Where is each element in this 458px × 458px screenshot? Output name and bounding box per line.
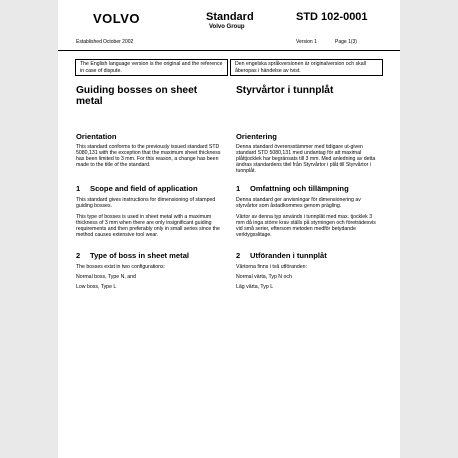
type-text-2: Normal boss, Type N, and — [76, 274, 136, 280]
language-note-en: The English language version is the original and the reference in case of dispute. — [75, 59, 228, 76]
type-text-3: Low boss, Type L — [76, 284, 117, 290]
utforanden-text-2: Normal vårta, Typ N och — [236, 274, 292, 280]
scope-text-1: This standard gives instructions for dimensioning of stamped guiding bosses. — [76, 197, 216, 210]
type-text-1: The bosses exist in two configurations: — [76, 264, 166, 270]
utforanden-text-3: Låg vårta, Typ L — [236, 284, 274, 290]
volvo-logo: VOLVO — [93, 11, 141, 26]
title-en: Guiding bosses on sheet metal — [76, 85, 198, 107]
utforanden-text-1: Vårtorna finns i två utföranden: — [236, 264, 307, 270]
omfattning-text-1: Denna standard ger anvisningar för dimensionering av styrvårtor som åstadkommes genom prägling. — [236, 197, 361, 210]
established-label: Established — [76, 39, 102, 45]
doc-type: Standard — [206, 11, 254, 23]
version: Version 1 — [296, 39, 317, 45]
orientering-text: Denna standard överensstämmer med tidigare ut-given standard STD 5080,131 med undantag för att maximal plåttjocklek har begränsats till 3 mm. Med anledning av detta ändras standardens titel från Styrvårtor i plåt till Styrvårtor i tunnplåt. — [236, 144, 376, 175]
heading-omfattning: 1 Omfattning och tillämpning — [236, 184, 349, 193]
group-name: Volvo Group — [209, 24, 245, 30]
heading-utforanden: 2 Utföranden i tunnplåt — [236, 251, 327, 260]
heading-orientering: Orientering — [236, 132, 277, 141]
scope-text-2: This type of bosses is used in sheet metal with a maximum thickness of 3 mm when there are only insignificant guiding requirements and then preferably only in small series since the method causes extensive tool wear. — [76, 214, 220, 239]
heading-type: 2 Type of boss in sheet metal — [76, 251, 190, 260]
orientation-text: This standard conforms to the previously issued standard STD 5080,131 with the exception that the maximum sheet thickness has been limited to 3 mm. For this reason, a change has been made to the title of the standard. — [76, 144, 221, 169]
heading-orientation: Orientation — [76, 132, 117, 141]
established-date: October 2002 — [103, 39, 134, 45]
title-sv: Styrvårtor i tunnplåt — [236, 85, 334, 96]
heading-scope: 1 Scope and field of application — [76, 184, 198, 193]
page-number: Page 1(3) — [335, 39, 357, 45]
omfattning-text-2: Vårtor av denna typ används i tunnplåt med max. tjocklek 3 mm då inga större krav ställs på styrningen och företrädesvis vid små serier, eftersom metoden medför betydande verktygsslitage. — [236, 214, 376, 239]
document-page — [58, 0, 400, 458]
standard-number: STD 102-0001 — [296, 11, 368, 23]
page-header — [58, 0, 400, 51]
language-note-sv: Den engelska språkversionen är originalversion och skall åberopas i händelse av tvist. — [230, 59, 383, 76]
